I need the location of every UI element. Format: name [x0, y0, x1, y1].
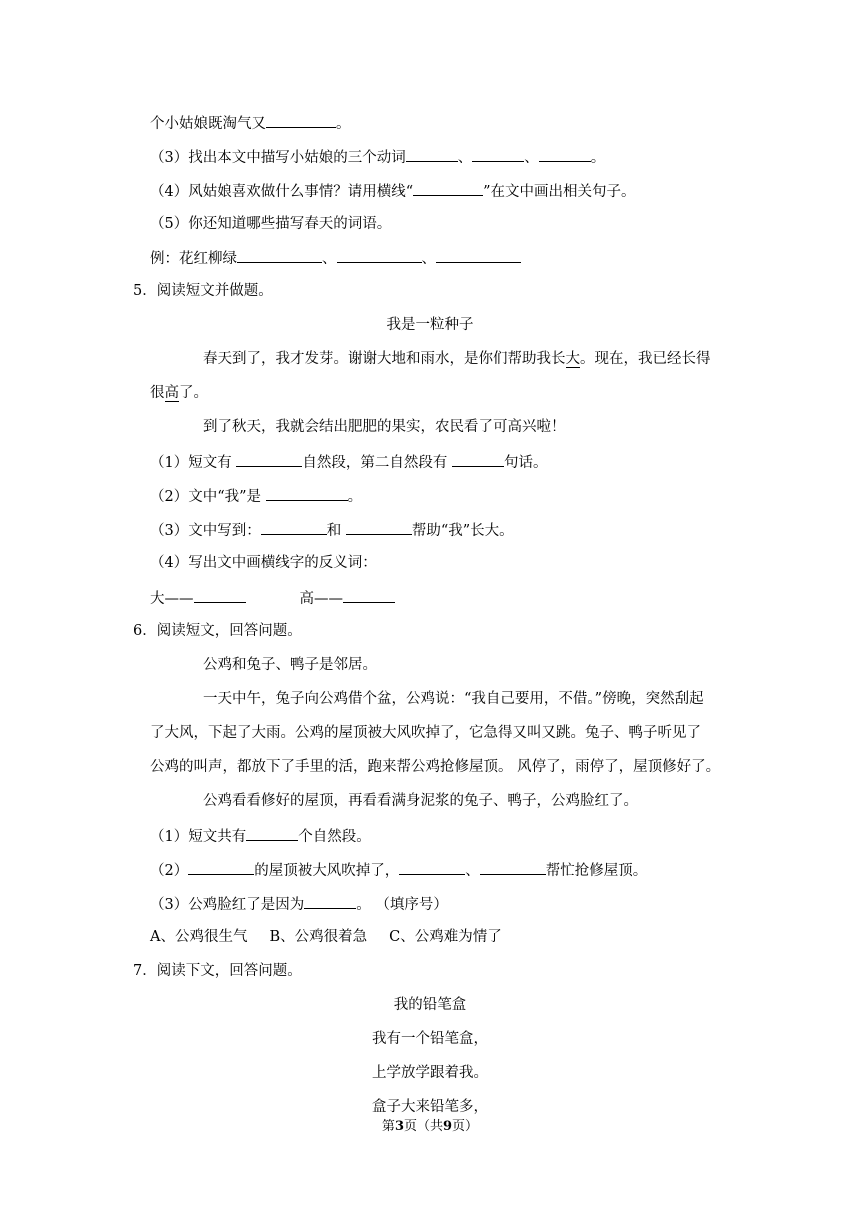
q6-paragraph-3: 公鸡看看修好的屋顶，再看看满身泥浆的兔子、鸭子，公鸡脸红了。	[203, 793, 638, 809]
q6-paragraph-2c: 公鸡的叫声，都放下了手里的活，跑来帮公鸡抢修屋顶。 风停了，雨停了，屋顶修好了。	[150, 759, 721, 775]
answer-blank[interactable]	[436, 247, 521, 263]
page-footer: 第3页（共9页）	[381, 1119, 479, 1134]
answer-blank[interactable]	[406, 146, 458, 162]
q5-heading: 5．阅读短文并做题。	[133, 283, 273, 299]
answer-blank[interactable]	[194, 587, 246, 603]
answer-blank[interactable]	[343, 587, 395, 603]
answer-blank[interactable]	[266, 112, 336, 128]
q5-antonyms: 大—— 高——	[150, 587, 395, 609]
q4-line-1: 个小姑娘既淘气又 。	[150, 112, 351, 134]
q4-sub-3: （3）找出本文中描写小姑娘的三个动词 、 、 。	[150, 146, 605, 168]
q4-sub-4: （4）风姑娘喜欢做什么事情？请用横线“ ”在文中画出相关句子。	[150, 180, 636, 202]
q4-sub-5: （5）你还知道哪些描写春天的词语。	[150, 216, 392, 232]
answer-blank[interactable]	[246, 825, 298, 841]
option-b[interactable]: B、公鸡很着急	[269, 929, 368, 945]
answer-blank[interactable]	[237, 247, 322, 263]
underlined-word: 大	[565, 351, 580, 367]
q6-paragraph-1: 公鸡和兔子、鸭子是邻居。	[203, 657, 377, 673]
answer-blank[interactable]	[399, 859, 465, 875]
total-page-count: 9	[443, 1119, 453, 1134]
q6-options	[150, 927, 502, 947]
q5-paragraph-2: 到了秋天，我就会结出肥肥的果实，农民看了可高兴啦！	[203, 419, 566, 435]
q5-sub-4: （4）写出文中画横线字的反义词：	[150, 555, 377, 571]
q7-poem-title: 我的铅笔盒	[393, 997, 467, 1013]
answer-blank[interactable]	[472, 146, 524, 162]
answer-blank[interactable]	[480, 859, 546, 875]
underlined-word: 高	[164, 385, 179, 401]
answer-blank[interactable]	[188, 859, 254, 875]
q7-verse-1: 我有一个铅笔盒，	[372, 1031, 488, 1047]
q6-sub-1: （1）短文共有 个自然段。	[150, 825, 371, 847]
q5-sub-3: （3）文中写到： 和 帮助“我”长大。	[150, 519, 514, 541]
answer-blank[interactable]	[539, 146, 591, 162]
answer-blank[interactable]	[236, 451, 302, 467]
q6-sub-3: （3）公鸡脸红了是因为 。 （填序号）	[150, 893, 448, 915]
q7-heading: 7．阅读下文，回答问题。	[133, 963, 302, 979]
answer-blank[interactable]	[266, 485, 348, 501]
q5-sub-2: （2）文中“我”是 。	[150, 485, 362, 507]
q6-paragraph-2a: 一天中午，兔子向公鸡借个盆，公鸡说：“我自己要用，不借。”傍晚，突然刮起	[203, 691, 704, 707]
answer-blank[interactable]	[413, 180, 483, 196]
answer-blank[interactable]	[337, 247, 422, 263]
q7-verse-3: 盒子大来铅笔多，	[372, 1099, 488, 1115]
q6-heading: 6．阅读短文，回答问题。	[133, 623, 302, 639]
q5-passage-title: 我是一粒种子	[386, 317, 474, 333]
q4-example: 例：花红柳绿 、 、	[150, 247, 521, 269]
q6-paragraph-2b: 了大风，下起了大雨。公鸡的屋顶被大风吹掉了，它急得又叫又跳。兔子、鸭子听见了	[150, 725, 701, 741]
option-c[interactable]: C、公鸡难为情了	[389, 929, 502, 945]
current-page-number: 3	[394, 1119, 404, 1134]
answer-blank[interactable]	[346, 519, 412, 535]
q6-sub-2: （2） 的屋顶被大风吹掉了， 、 帮忙抢修屋顶。	[150, 859, 647, 881]
q5-paragraph-1b: 很高了。	[150, 385, 208, 401]
q5-paragraph-1a: 春天到了，我才发芽。谢谢大地和雨水，是你们帮助我长大。现在，我已经长得	[203, 351, 711, 367]
q5-sub-1: （1）短文有 自然段，第二自然段有 句话。	[150, 451, 547, 473]
q7-verse-2: 上学放学跟着我。	[372, 1065, 488, 1081]
answer-blank[interactable]	[304, 893, 356, 909]
option-a[interactable]: A、公鸡很生气	[150, 929, 248, 945]
answer-blank[interactable]	[452, 451, 504, 467]
answer-blank[interactable]	[261, 519, 327, 535]
